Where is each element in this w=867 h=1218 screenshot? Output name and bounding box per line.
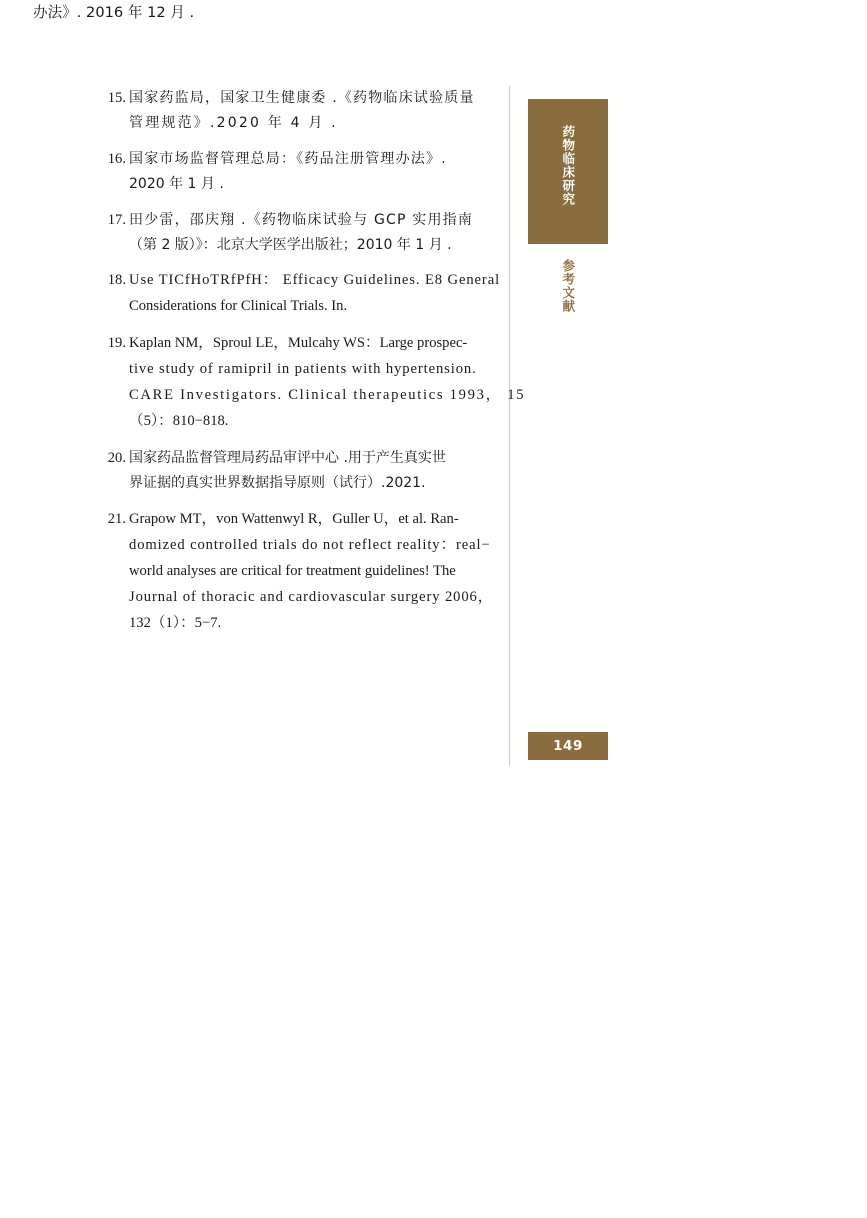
reference-text [129,331,525,435]
reference-text [129,208,498,258]
reference-line: Use TICfHoTRfPfH： Efficacy Guidelines. E8 General [129,272,501,289]
reference-line: 田少雷，邵庆翔 .《药物临床试验与 GCP 实用指南 [129,211,474,228]
reference-number: 15. [107,90,126,106]
reference-line: Considerations for Clinical Trials. In. [129,298,348,315]
reference-line: （第 2 版）》：北京大学医学出版社；2010 年 1 月 . [129,236,452,253]
reference-text [129,446,498,496]
reference-number: 19. [107,335,126,352]
reference-line: world analyses are critical for treatment guidelines! The [129,563,456,579]
page-number-label: 149 [553,738,583,754]
list-item [96,86,498,136]
reference-number: 17. [107,211,126,228]
reference-continuation-line: 办法》. 2016 年 12 月 . [33,4,195,21]
page-number [528,732,608,760]
reference-number: 21. [107,511,126,528]
list-item [96,147,498,197]
list-item [96,208,498,258]
reference-line: tive study of ramipril in patients with hypertension. [129,361,477,378]
reference-line: domized controlled trials do not reflect reality：real− [129,537,491,554]
reference-number: 16. [107,150,126,167]
section-title-tab-label: 参考文献 [560,259,576,313]
reference-text [129,147,498,197]
reference-line: 国家药品监督管理局药品审评中心 .用于产生真实世 [129,450,446,467]
list-item [96,331,526,435]
reference-line: 管理规范》.2020 年 4 月 . [129,114,338,131]
reference-number: 20. [107,450,126,467]
reference-text [129,268,500,320]
reference-list [96,86,526,648]
reference-line: 132（1）：5−7. [129,614,222,631]
book-title-tab [528,99,608,244]
reference-line: 界证据的真实世界数据指导原则（试行）.2021. [129,475,426,492]
reference-text [129,507,498,637]
reference-line: CARE Investigators. Clinical therapeutics 1993， 15 [129,387,526,404]
reference-line: Kaplan NM，Sproul LE，Mulcahy WS：Large prospec- [129,335,468,352]
reference-line: Journal of thoracic and cardiovascular surgery 2006， [129,588,494,605]
list-item [96,446,498,496]
reference-line: Grapow MT，von Wattenwyl R，Guller U，et al. Ran- [129,511,459,528]
list-item [96,268,501,320]
reference-line: 2020 年 1 月 . [129,175,224,192]
reference-line: （5）：810−818. [129,413,229,430]
reference-line: 国家药监局，国家卫生健康委 .《药物临床试验质量 [129,90,475,106]
reference-number: 18. [107,272,126,289]
section-title-tab [528,253,608,325]
reference-line: 国家市场监督管理总局：《药品注册管理办法》. [129,150,447,167]
reference-text [129,86,498,136]
list-item [96,507,498,637]
book-title-tab-label: 药物临床研究 [560,125,576,206]
